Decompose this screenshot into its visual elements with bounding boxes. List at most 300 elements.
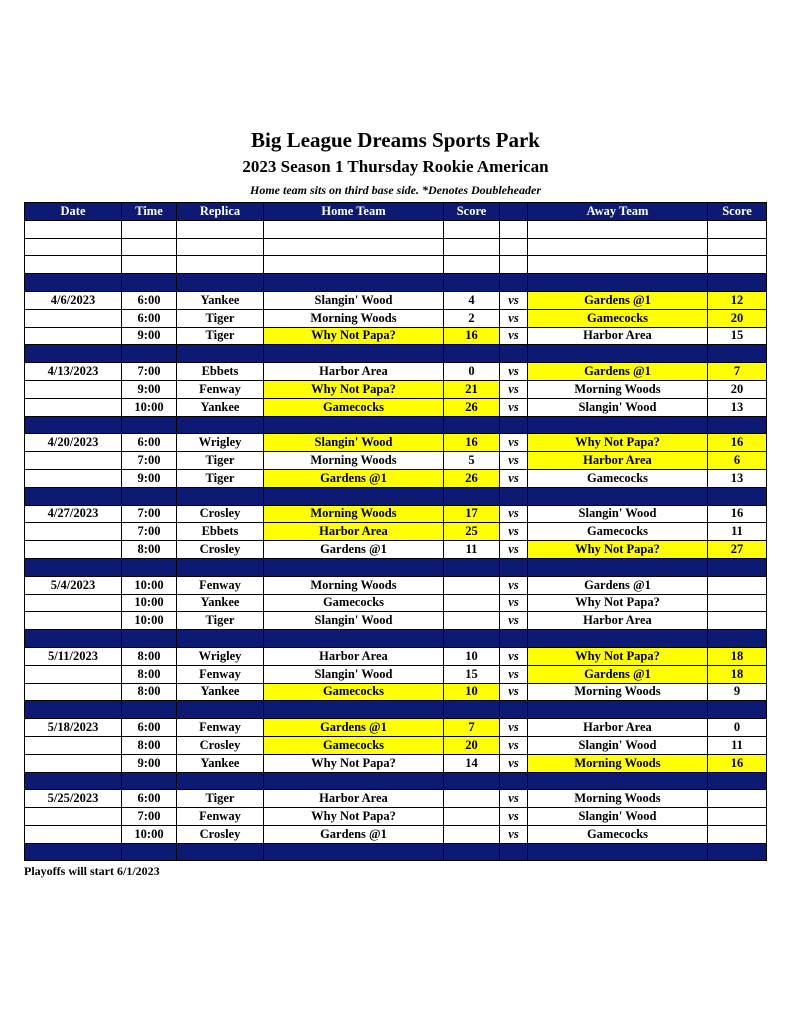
separator-cell <box>25 558 122 576</box>
separator-cell <box>264 843 444 861</box>
vs-cell: vs <box>500 719 528 737</box>
separator-cell <box>708 345 767 363</box>
separator-row <box>25 558 767 576</box>
away-team-cell: Gamecocks <box>528 309 708 327</box>
date-cell <box>25 469 122 487</box>
home-team-cell: Gamecocks <box>264 736 444 754</box>
date-cell <box>25 683 122 701</box>
home-score-cell <box>444 594 500 612</box>
away-score-cell <box>708 790 767 808</box>
replica-cell: Fenway <box>177 665 264 683</box>
separator-cell <box>528 843 708 861</box>
separator-cell <box>25 630 122 648</box>
schedule-body <box>25 220 767 861</box>
vs-cell: vs <box>500 808 528 826</box>
away-team-cell: Why Not Papa? <box>528 434 708 452</box>
home-team-cell: Why Not Papa? <box>264 327 444 345</box>
replica-cell: Yankee <box>177 291 264 309</box>
separator-cell <box>708 701 767 719</box>
home-score-cell: 16 <box>444 327 500 345</box>
away-score-cell <box>708 576 767 594</box>
time-cell: 6:00 <box>122 790 177 808</box>
separator-cell <box>122 701 177 719</box>
home-team-cell: Morning Woods <box>264 452 444 470</box>
replica-cell: Yankee <box>177 683 264 701</box>
time-cell: 10:00 <box>122 612 177 630</box>
separator-cell <box>444 558 500 576</box>
away-score-cell: 20 <box>708 380 767 398</box>
separator-cell <box>500 345 528 363</box>
separator-cell <box>122 274 177 292</box>
game-row <box>25 576 767 594</box>
separator-cell <box>177 630 264 648</box>
away-score-cell: 9 <box>708 683 767 701</box>
separator-row <box>25 843 767 861</box>
replica-cell: Yankee <box>177 754 264 772</box>
game-row <box>25 612 767 630</box>
game-row <box>25 505 767 523</box>
vs-cell: vs <box>500 327 528 345</box>
separator-cell <box>528 558 708 576</box>
separator-cell <box>264 772 444 790</box>
vs-cell: vs <box>500 434 528 452</box>
separator-cell <box>528 701 708 719</box>
blank-cell <box>444 220 500 238</box>
blank-cell <box>264 256 444 274</box>
away-team-cell: Gardens @1 <box>528 576 708 594</box>
home-team-cell: Gardens @1 <box>264 469 444 487</box>
game-row <box>25 523 767 541</box>
game-row <box>25 452 767 470</box>
separator-cell <box>528 416 708 434</box>
vs-cell: vs <box>500 541 528 559</box>
game-row <box>25 363 767 381</box>
separator-cell <box>444 487 500 505</box>
separator-cell <box>264 416 444 434</box>
separator-cell <box>708 558 767 576</box>
replica-cell: Yankee <box>177 594 264 612</box>
game-row <box>25 434 767 452</box>
date-cell <box>25 825 122 843</box>
away-team-cell: Harbor Area <box>528 719 708 737</box>
home-team-cell: Morning Woods <box>264 505 444 523</box>
home-team-cell: Slangin' Wood <box>264 665 444 683</box>
replica-cell: Crosley <box>177 736 264 754</box>
away-score-cell: 7 <box>708 363 767 381</box>
away-team-cell: Morning Woods <box>528 683 708 701</box>
blank-cell <box>122 238 177 256</box>
vs-cell: vs <box>500 309 528 327</box>
replica-cell: Crosley <box>177 541 264 559</box>
game-row <box>25 594 767 612</box>
separator-cell <box>264 274 444 292</box>
vs-cell: vs <box>500 736 528 754</box>
replica-cell: Fenway <box>177 719 264 737</box>
date-cell <box>25 398 122 416</box>
away-score-cell: 0 <box>708 719 767 737</box>
home-team-cell: Slangin' Wood <box>264 291 444 309</box>
game-row <box>25 719 767 737</box>
replica-cell: Wrigley <box>177 434 264 452</box>
replica-cell: Crosley <box>177 825 264 843</box>
away-score-cell <box>708 808 767 826</box>
replica-cell: Tiger <box>177 790 264 808</box>
game-row <box>25 647 767 665</box>
separator-cell <box>500 487 528 505</box>
away-team-cell: Slangin' Wood <box>528 736 708 754</box>
date-cell <box>25 808 122 826</box>
col-home-score-header: Score <box>444 203 500 221</box>
separator-cell <box>177 772 264 790</box>
vs-cell: vs <box>500 398 528 416</box>
home-team-cell: Harbor Area <box>264 790 444 808</box>
game-row <box>25 469 767 487</box>
separator-cell <box>708 772 767 790</box>
vs-cell: vs <box>500 647 528 665</box>
home-score-cell <box>444 576 500 594</box>
playoffs-note: Playoffs will start 6/1/2023 <box>24 864 160 878</box>
replica-cell: Fenway <box>177 380 264 398</box>
separator-cell <box>708 630 767 648</box>
separator-cell <box>25 274 122 292</box>
home-score-cell: 7 <box>444 719 500 737</box>
separator-cell <box>708 416 767 434</box>
time-cell: 9:00 <box>122 327 177 345</box>
time-cell: 10:00 <box>122 825 177 843</box>
home-score-cell <box>444 825 500 843</box>
home-team-cell: Slangin' Wood <box>264 612 444 630</box>
date-cell <box>25 594 122 612</box>
home-team-cell: Slangin' Wood <box>264 434 444 452</box>
blank-cell <box>177 238 264 256</box>
game-row <box>25 754 767 772</box>
away-team-cell: Harbor Area <box>528 452 708 470</box>
separator-row <box>25 345 767 363</box>
home-score-cell: 16 <box>444 434 500 452</box>
blank-cell <box>264 220 444 238</box>
away-score-cell: 18 <box>708 647 767 665</box>
home-team-cell: Harbor Area <box>264 647 444 665</box>
col-time-header: Time <box>122 203 177 221</box>
separator-cell <box>444 274 500 292</box>
separator-cell <box>122 558 177 576</box>
away-team-cell: Gamecocks <box>528 469 708 487</box>
replica-cell: Wrigley <box>177 647 264 665</box>
vs-cell: vs <box>500 790 528 808</box>
home-score-cell <box>444 808 500 826</box>
time-cell: 7:00 <box>122 363 177 381</box>
date-cell <box>25 736 122 754</box>
away-team-cell: Gardens @1 <box>528 363 708 381</box>
vs-cell: vs <box>500 825 528 843</box>
separator-cell <box>444 701 500 719</box>
schedule-table <box>24 202 767 861</box>
game-row <box>25 291 767 309</box>
time-cell: 8:00 <box>122 665 177 683</box>
vs-cell: vs <box>500 505 528 523</box>
separator-cell <box>25 416 122 434</box>
time-cell: 8:00 <box>122 683 177 701</box>
home-score-cell: 5 <box>444 452 500 470</box>
home-team-cell: Why Not Papa? <box>264 380 444 398</box>
separator-cell <box>444 345 500 363</box>
home-team-cell: Morning Woods <box>264 309 444 327</box>
blank-cell <box>122 256 177 274</box>
separator-cell <box>122 345 177 363</box>
away-score-cell: 11 <box>708 523 767 541</box>
separator-cell <box>528 630 708 648</box>
blank-cell <box>122 220 177 238</box>
separator-cell <box>528 772 708 790</box>
replica-cell: Fenway <box>177 808 264 826</box>
separator-cell <box>177 701 264 719</box>
game-row <box>25 398 767 416</box>
home-score-cell: 25 <box>444 523 500 541</box>
blank-cell <box>708 220 767 238</box>
home-score-cell: 26 <box>444 469 500 487</box>
time-cell: 7:00 <box>122 452 177 470</box>
date-cell <box>25 665 122 683</box>
schedule-note: Home team sits on third base side. *Denotes Doubleheader <box>250 183 541 197</box>
vs-cell: vs <box>500 523 528 541</box>
separator-cell <box>500 558 528 576</box>
home-score-cell: 15 <box>444 665 500 683</box>
col-replica-header: Replica <box>177 203 264 221</box>
separator-cell <box>500 416 528 434</box>
home-team-cell: Gardens @1 <box>264 719 444 737</box>
time-cell: 7:00 <box>122 505 177 523</box>
away-score-cell: 16 <box>708 434 767 452</box>
separator-row <box>25 274 767 292</box>
away-score-cell: 6 <box>708 452 767 470</box>
time-cell: 9:00 <box>122 754 177 772</box>
home-score-cell: 14 <box>444 754 500 772</box>
separator-cell <box>444 416 500 434</box>
game-row <box>25 736 767 754</box>
away-score-cell: 20 <box>708 309 767 327</box>
blank-cell <box>500 256 528 274</box>
date-cell: 5/4/2023 <box>25 576 122 594</box>
separator-cell <box>264 630 444 648</box>
replica-cell: Crosley <box>177 505 264 523</box>
date-cell <box>25 380 122 398</box>
replica-cell: Yankee <box>177 398 264 416</box>
vs-cell: vs <box>500 665 528 683</box>
away-team-cell: Why Not Papa? <box>528 541 708 559</box>
separator-row <box>25 701 767 719</box>
separator-cell <box>444 772 500 790</box>
blank-cell <box>177 220 264 238</box>
game-row <box>25 790 767 808</box>
time-cell: 9:00 <box>122 469 177 487</box>
col-away-score-header: Score <box>708 203 767 221</box>
separator-cell <box>25 487 122 505</box>
home-team-cell: Gardens @1 <box>264 541 444 559</box>
separator-cell <box>25 701 122 719</box>
blank-cell <box>528 256 708 274</box>
home-team-cell: Gamecocks <box>264 683 444 701</box>
blank-cell <box>708 256 767 274</box>
vs-cell: vs <box>500 363 528 381</box>
separator-cell <box>122 487 177 505</box>
header-row <box>25 203 767 221</box>
date-cell: 4/13/2023 <box>25 363 122 381</box>
away-team-cell: Gamecocks <box>528 523 708 541</box>
date-cell <box>25 612 122 630</box>
away-team-cell: Harbor Area <box>528 327 708 345</box>
time-cell: 10:00 <box>122 594 177 612</box>
separator-cell <box>122 416 177 434</box>
away-team-cell: Morning Woods <box>528 380 708 398</box>
replica-cell: Ebbets <box>177 363 264 381</box>
home-team-cell: Harbor Area <box>264 363 444 381</box>
home-score-cell: 17 <box>444 505 500 523</box>
date-cell: 5/25/2023 <box>25 790 122 808</box>
separator-cell <box>177 558 264 576</box>
home-score-cell: 21 <box>444 380 500 398</box>
separator-cell <box>177 345 264 363</box>
date-cell <box>25 309 122 327</box>
blank-cell <box>500 238 528 256</box>
separator-cell <box>444 843 500 861</box>
vs-cell: vs <box>500 754 528 772</box>
vs-cell: vs <box>500 380 528 398</box>
home-score-cell <box>444 790 500 808</box>
blank-cell <box>444 238 500 256</box>
blank-cell <box>25 220 122 238</box>
away-score-cell: 16 <box>708 505 767 523</box>
separator-cell <box>528 487 708 505</box>
blank-row <box>25 238 767 256</box>
separator-row <box>25 416 767 434</box>
vs-cell: vs <box>500 612 528 630</box>
away-team-cell: Slangin' Wood <box>528 505 708 523</box>
away-team-cell: Gardens @1 <box>528 291 708 309</box>
separator-cell <box>177 487 264 505</box>
time-cell: 7:00 <box>122 808 177 826</box>
separator-cell <box>500 630 528 648</box>
time-cell: 8:00 <box>122 736 177 754</box>
away-score-cell: 18 <box>708 665 767 683</box>
home-score-cell: 10 <box>444 683 500 701</box>
away-score-cell <box>708 825 767 843</box>
col-home-team-header: Home Team <box>264 203 444 221</box>
separator-cell <box>500 274 528 292</box>
away-team-cell: Slangin' Wood <box>528 398 708 416</box>
separator-cell <box>500 843 528 861</box>
replica-cell: Tiger <box>177 309 264 327</box>
separator-cell <box>264 487 444 505</box>
time-cell: 6:00 <box>122 434 177 452</box>
vs-cell: vs <box>500 594 528 612</box>
game-row <box>25 380 767 398</box>
away-score-cell: 11 <box>708 736 767 754</box>
home-team-cell: Gamecocks <box>264 594 444 612</box>
home-score-cell: 26 <box>444 398 500 416</box>
away-team-cell: Gamecocks <box>528 825 708 843</box>
date-cell <box>25 754 122 772</box>
separator-cell <box>528 274 708 292</box>
separator-cell <box>264 701 444 719</box>
separator-cell <box>708 274 767 292</box>
time-cell: 7:00 <box>122 523 177 541</box>
home-team-cell: Why Not Papa? <box>264 808 444 826</box>
replica-cell: Tiger <box>177 327 264 345</box>
vs-cell: vs <box>500 452 528 470</box>
separator-cell <box>708 843 767 861</box>
time-cell: 6:00 <box>122 309 177 327</box>
blank-cell <box>25 238 122 256</box>
game-row <box>25 327 767 345</box>
time-cell: 10:00 <box>122 576 177 594</box>
home-score-cell: 20 <box>444 736 500 754</box>
away-score-cell <box>708 612 767 630</box>
separator-cell <box>264 345 444 363</box>
date-cell: 4/20/2023 <box>25 434 122 452</box>
time-cell: 9:00 <box>122 380 177 398</box>
separator-cell <box>25 772 122 790</box>
date-cell <box>25 541 122 559</box>
separator-cell <box>177 274 264 292</box>
separator-cell <box>708 487 767 505</box>
date-cell: 5/11/2023 <box>25 647 122 665</box>
time-cell: 6:00 <box>122 291 177 309</box>
separator-cell <box>177 843 264 861</box>
vs-cell: vs <box>500 469 528 487</box>
separator-cell <box>122 630 177 648</box>
home-team-cell: Why Not Papa? <box>264 754 444 772</box>
date-cell <box>25 452 122 470</box>
time-cell: 8:00 <box>122 647 177 665</box>
away-team-cell: Why Not Papa? <box>528 594 708 612</box>
vs-cell: vs <box>500 291 528 309</box>
date-cell <box>25 523 122 541</box>
game-row <box>25 825 767 843</box>
away-team-cell: Gardens @1 <box>528 665 708 683</box>
blank-cell <box>444 256 500 274</box>
away-score-cell <box>708 594 767 612</box>
time-cell: 8:00 <box>122 541 177 559</box>
col-date-header: Date <box>25 203 122 221</box>
blank-row <box>25 256 767 274</box>
away-score-cell: 27 <box>708 541 767 559</box>
game-row <box>25 541 767 559</box>
separator-row <box>25 772 767 790</box>
away-team-cell: Why Not Papa? <box>528 647 708 665</box>
home-team-cell: Gardens @1 <box>264 825 444 843</box>
separator-cell <box>500 701 528 719</box>
away-score-cell: 16 <box>708 754 767 772</box>
replica-cell: Fenway <box>177 576 264 594</box>
home-team-cell: Gamecocks <box>264 398 444 416</box>
date-cell: 4/6/2023 <box>25 291 122 309</box>
col-vs-header <box>500 203 528 221</box>
separator-cell <box>122 772 177 790</box>
away-score-cell: 13 <box>708 398 767 416</box>
blank-cell <box>177 256 264 274</box>
home-score-cell: 0 <box>444 363 500 381</box>
home-score-cell: 4 <box>444 291 500 309</box>
away-team-cell: Morning Woods <box>528 790 708 808</box>
blank-cell <box>528 220 708 238</box>
date-cell <box>25 327 122 345</box>
replica-cell: Tiger <box>177 612 264 630</box>
separator-cell <box>122 843 177 861</box>
home-score-cell: 2 <box>444 309 500 327</box>
blank-row <box>25 220 767 238</box>
separator-cell <box>528 345 708 363</box>
season-subtitle: 2023 Season 1 Thursday Rookie American <box>242 157 549 176</box>
